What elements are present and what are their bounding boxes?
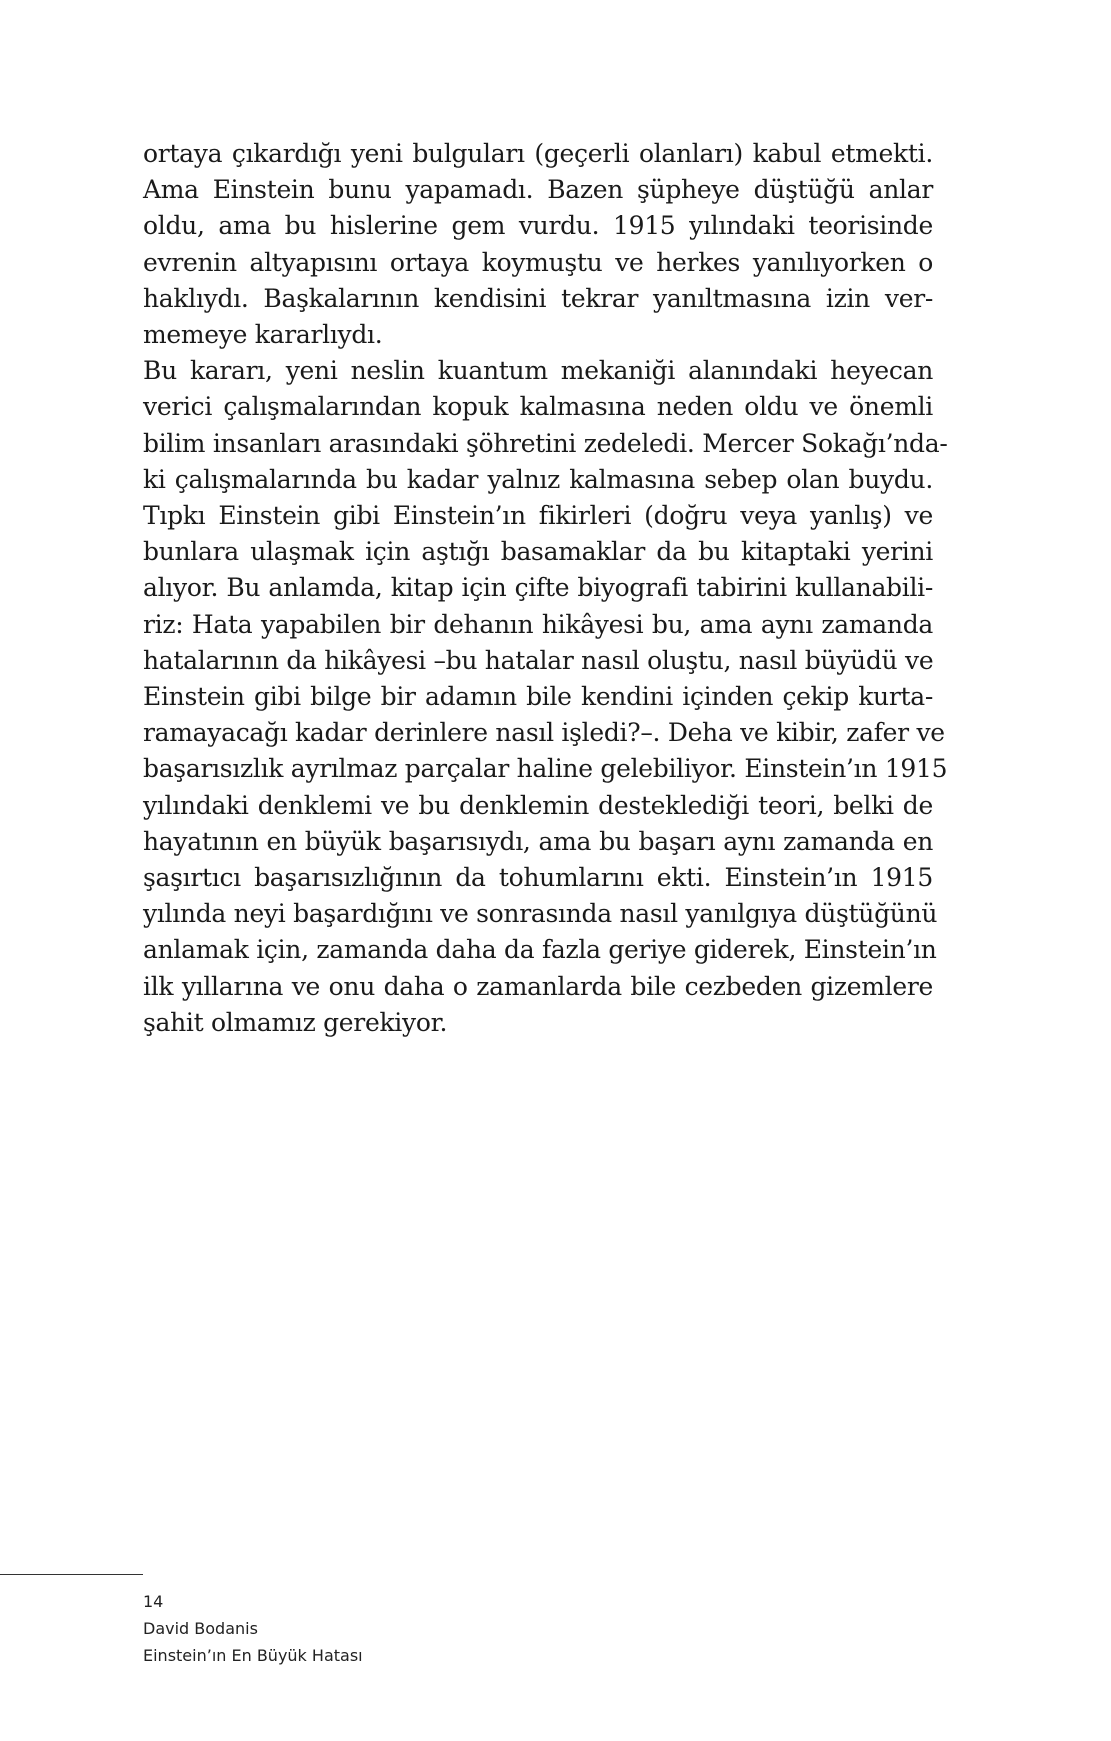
text-line: ramayacağı kadar derinlere nasıl işledi?–. Deha ve kibir, zafer ve bbox=[143, 718, 945, 748]
text-line: Bu kararı, yeni neslin kuantum mekaniği alanındaki heyecan bbox=[143, 356, 933, 386]
text-line: memeye kararlıydı. bbox=[143, 320, 383, 350]
body-text bbox=[143, 136, 948, 1041]
text-line: Tıpkı Einstein gibi Einstein’ın fikirleri (doğru veya yanlış) ve bbox=[143, 501, 933, 531]
text-line: ortaya çıkardığı yeni bulguları (geçerli olanları) kabul etmekti. bbox=[143, 139, 933, 168]
author-name: David Bodanis bbox=[143, 1619, 258, 1638]
text-line: hayatının en büyük başarısıydı, ama bu başarı aynı zamanda en bbox=[143, 826, 933, 856]
text-line: şahit olmamız gerekiyor. bbox=[143, 1007, 448, 1037]
footer-divider bbox=[0, 1574, 143, 1575]
text-line: bunlara ulaşmak için aştığı basamaklar da bu kitaptaki yerini bbox=[143, 537, 933, 567]
text-line: alıyor. Bu anlamda, kitap için çifte biyografi tabirini kullanabili- bbox=[143, 573, 933, 603]
page-number: 14 bbox=[143, 1592, 164, 1611]
text-line: Einstein gibi bilge bir adamın bile kendini içinden çekip kurta- bbox=[143, 682, 933, 712]
text-line: riz: Hata yapabilen bir dehanın hikâyesi bu, ama aynı zamanda bbox=[143, 609, 933, 639]
text-line: başarısızlık ayrılmaz parçalar haline gelebiliyor. Einstein’ın 1915 bbox=[143, 754, 948, 784]
text-line: evrenin altyapısını ortaya koymuştu ve herkes yanılıyorken o bbox=[143, 247, 933, 277]
text-line: oldu, ama bu hislerine gem vurdu. 1915 yılındaki teorisinde bbox=[143, 211, 933, 241]
text-line: yılındaki denklemi ve bu denklemin desteklediği teori, belki de bbox=[143, 790, 933, 820]
text-line: hatalarının da hikâyesi –bu hatalar nasıl oluştu, nasıl büyüdü ve bbox=[143, 645, 934, 675]
text-line: yılında neyi başardığını ve sonrasında nasıl yanılgıya düştüğünü bbox=[143, 899, 938, 929]
text-line: şaşırtıcı başarısızlığının da tohumlarını ekti. Einstein’ın 1915 bbox=[143, 863, 933, 893]
text-line: haklıydı. Başkalarının kendisini tekrar yanıltmasına izin ver- bbox=[143, 283, 933, 313]
book-title: Einstein’ın En Büyük Hatası bbox=[143, 1646, 363, 1665]
text-line: anlamak için, zamanda daha da fazla geriye giderek, Einstein’ın bbox=[143, 935, 937, 965]
text-line: verici çalışmalarından kopuk kalmasına neden oldu ve önemli bbox=[143, 392, 933, 422]
text-line: ki çalışmalarında bu kadar yalnız kalmasına sebep olan buydu. bbox=[143, 464, 933, 494]
text-line: ilk yıllarına ve onu daha o zamanlarda bile cezbeden gizemlere bbox=[143, 971, 933, 1001]
text-line: Ama Einstein bunu yapamadı. Bazen şüpheye düştüğü anlar bbox=[143, 175, 933, 205]
text-line: bilim insanları arasındaki şöhretini zedeledi. Mercer Sokağı’nda- bbox=[143, 428, 948, 458]
page-footer bbox=[143, 1588, 363, 1669]
